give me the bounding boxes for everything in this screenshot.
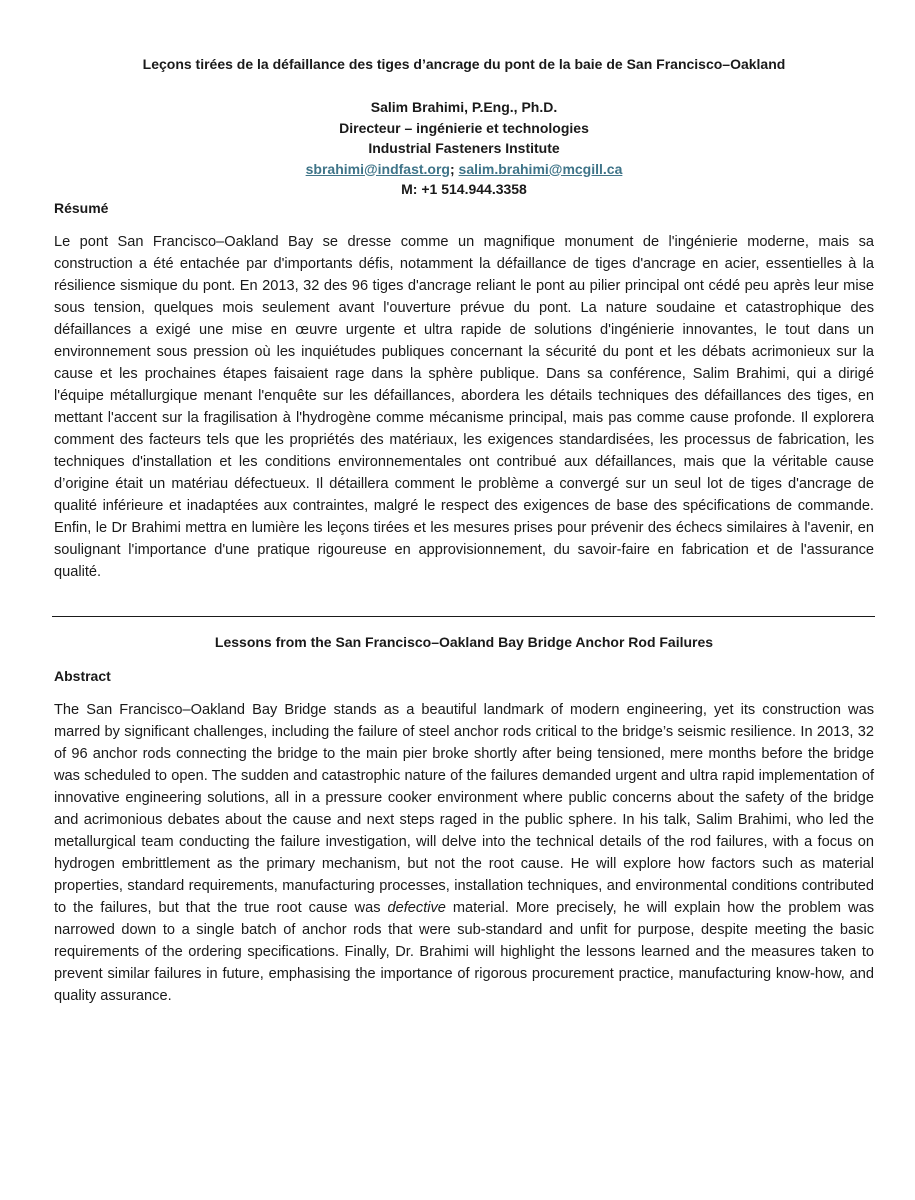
- email-separator: ;: [449, 160, 455, 177]
- author-emails: [54, 159, 874, 180]
- author-block: [54, 97, 874, 200]
- email-link-mcgill[interactable]: salim.brahimi@mcgill.ca: [458, 160, 623, 177]
- french-title: Leçons tirées de la défaillance des tiges d’ancrage du pont de la baie de San Francisco–Oakland: [142, 56, 786, 72]
- english-abstract-part1: The San Francisco–Oakland Bay Bridge stands as a beautiful landmark of modern engineering, yet its construction was marred by significant challenges, including the failure of steel anchor rods critical to the bridge’s seismic resilience. In 2013, 32 of 96 anchor rods connecting the bridge to the main pier broke shortly after being tensioned, mere months before the bridge was scheduled to open. The sudden and catastrophic nature of the failures demanded urgent and ultra rapid implementation of innovative engineering solutions, all in a pressure cooker environment where public concerns about the safety of the bridge and acrimonious debates about the cause and next steps raged in the public sphere. In his talk, Salim Brahimi, who led the metallurgical team conducting the failure investigation, will delve into the technical details of the rod failures, with a focus on hydrogen embrittlement as the primary mechanism, but not the root cause. He will explore how factors such as material properties, standard requirements, manufacturing processes, installation techniques, and environmental conditions contributed to the failures, but that the true root cause was: [54, 702, 874, 916]
- author-phone: M: +1 514.944.3358: [401, 181, 527, 197]
- email-link-indfast[interactable]: sbrahimi@indfast.org: [305, 160, 450, 177]
- author-position: Directeur – ingénierie et technologies: [339, 119, 589, 136]
- english-title: Lessons from the San Francisco–Oakland Bay Bridge Anchor Rod Failures: [214, 634, 714, 650]
- author-organization: Industrial Fasteners Institute: [368, 140, 560, 156]
- french-abstract: Le pont San Francisco–Oakland Bay se dresse comme un magnifique monument de l'ingénierie moderne, mais sa construction a été entachée par d'importants défis, notamment la défaillance de tiges d'ancrage en acier, essentielles à la résilience sismique du pont. En 2013, 32 des 96 tiges d'ancrage reliant le pont au pilier principal ont cédé peu après leur mise sous tension, quelques mois seulement avant l'ouverture prévue du pont. La nature soudaine et catastrophique des défaillances a exigé une mise en œuvre urgente et ultra rapide de solutions d'ingénierie innovantes, le tout dans un environnement sous pression où les inquiétudes publiques concernant la sécurité du pont et les débats acrimonieux sur la cause et les prochaines étapes faisaient rage dans la sphère publique. Dans sa conférence, Salim Brahimi, qui a dirigé l'équipe métallurgique menant l'enquête sur les défaillances, abordera les détails techniques des défaillances des tiges, en mettant l'accent sur la fragilisation à l'hydrogène comme mécanisme principal, mais pas comme cause profonde. Il explorera comment des facteurs tels que les propriétés des matériaux, les exigences standardisées, les processus de fabrication, les techniques d'installation et les conditions environnementales ont contribué aux défaillances, mais que la véritable cause d’origine était un matériau défectueux. Il détaillera comment le problème a convergé sur un seul lot de tiges d'ancrage de qualité inférieure et inadaptées aux contraintes, malgré le respect des exigences de base des spécifications de commande. Enfin, le Dr Brahimi mettra en lumière les leçons tirées et les mesures prises pour prévenir des échecs similaires à l'avenir, en soulignant l'importance d'une pratique rigoureuse en approvisionnement, du savoir-faire en fabrication et de l'assurance qualité.: [54, 234, 874, 580]
- english-abstract: [54, 699, 874, 1007]
- abstract-heading: Abstract: [54, 668, 111, 684]
- section-divider: [52, 616, 875, 617]
- english-abstract-part2: material. More precisely, he will explain how the problem was narrowed down to a single batch of anchor rods that were sub-standard and unfit for purpose, despite meeting the basic requirements of the ordering specifications. Finally, Dr. Brahimi will highlight the lessons learned and the measures taken to prevent similar failures in future, emphasising the importance of rigorous procurement practice, manufacturing know-how, and quality assurance.: [54, 900, 874, 1004]
- author-name: Salim Brahimi, P.Eng., Ph.D.: [370, 99, 558, 115]
- english-abstract-emphasis: defective: [387, 900, 446, 916]
- resume-heading: Résumé: [54, 200, 109, 216]
